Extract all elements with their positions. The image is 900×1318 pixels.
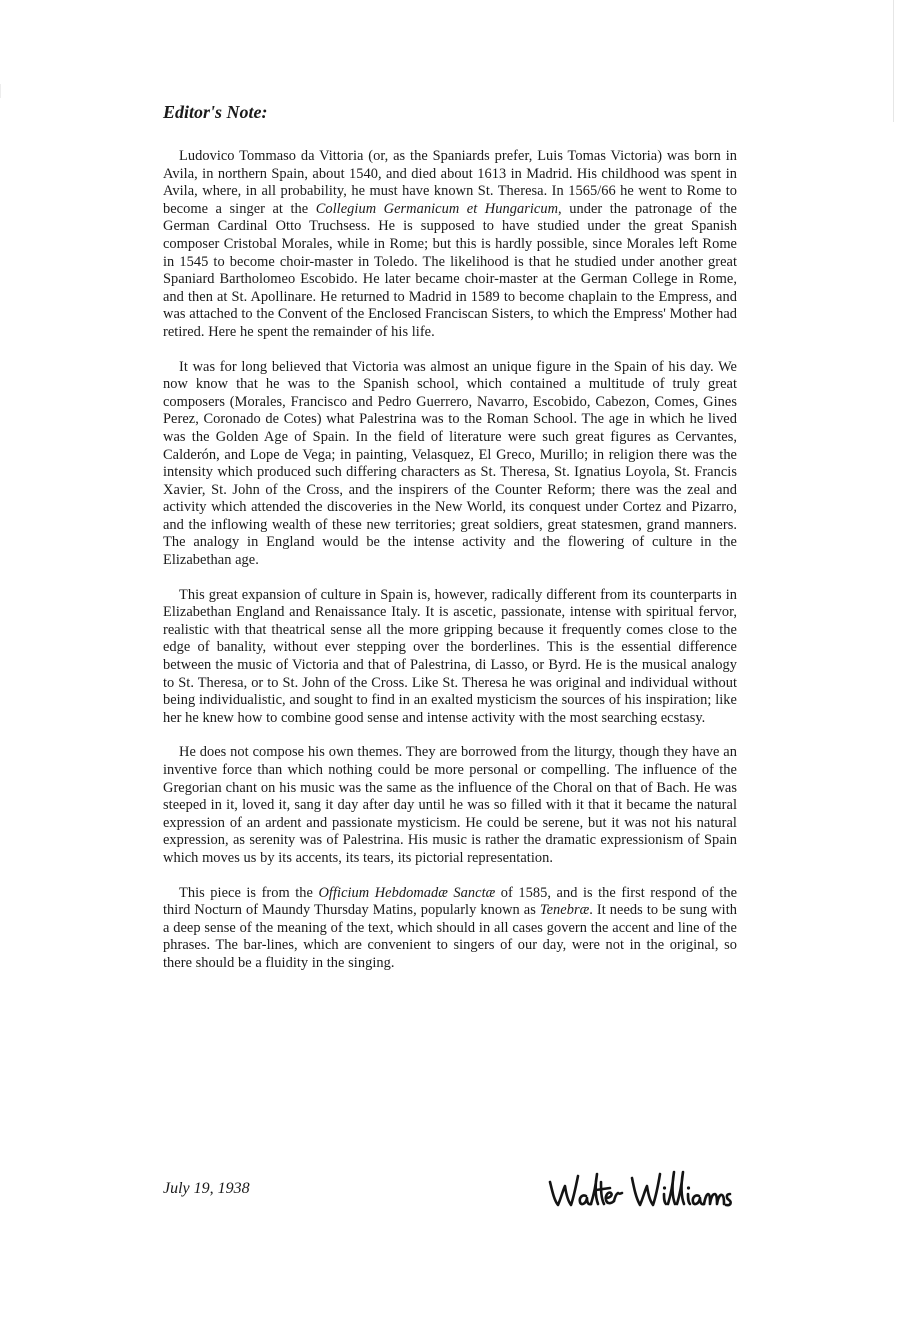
italic-title-text: Tenebræ — [539, 902, 590, 919]
paragraph-text: This great expansion of culture in Spain is, however, radically different from its counterparts in Elizabethan England and Renaissance Italy. It is ascetic, passionate, intense with spiritual fervor, realistic with that theatrical sense all the more gripping because it frequently comes close to the edge of banality, without ever stepping over the borderlines. This is the essential difference between the music of Victoria and that of Palestrina, di Lasso, or Byrd. He is the musical analogy to St. Theresa, or to St. John of the Cross. Like St. Theresa he was original and individual without being individualistic, and sought to find in an exalted mysticism the sources of his inspiration; like her he knew how to combine good sense and intense activity with the most searching ecstasy. — [163, 586, 737, 726]
paragraph-text: Ludovico Tommaso da Vittoria (or, as the Spaniards prefer, Luis Tomas Victoria) was born in Avila, in northern Spain, about 1540, and died about 1613 in Madrid. His childhood was spent in Avila, where, in all probability, he must have known St. Theresa. In 1565/66 he went to Rome to become a singer at the — [163, 148, 737, 217]
paragraph-text: , under the patronage of the German Cardinal Otto Truchsess. He is supposed to have studied under the great Spanish composer Cristobal Morales, while in Rome; but this is hardly possible, since Morales left Rome in 1545 to become choir-master in Toledo. The likelihood is that he studied under another great Spaniard Bartholomeo Escobido. He later became choir-master at the German College in Rome, and then at St. Apollinare. He returned to Madrid in 1589 to become chaplain to the Empress, and was attached to the Convent of the Enclosed Franciscan Sisters, to which the Empress' Mother had retired. Here he spent the remainder of his life. — [163, 200, 737, 340]
paragraph — [163, 744, 737, 867]
italic-title-text: Officium Hebdomadæ Sanctæ — [318, 884, 496, 901]
paragraph-text: This piece is from the — [179, 884, 319, 901]
paragraph-text: It was for long believed that Victoria was almost an unique figure in the Spain of his day. We now know that he was to the Spanish school, which contained a multitude of truly great composers (Morales, Francisco and Pedro Guerrero, Navarro, Escobido, Cabezon, Comes, Gines Perez, Coronado de Cotes) what Palestrina was to the Roman School. The age in which he lived was the Golden Age of Spain. In the field of literature were such great figures as Cervantes, Calderón, and Lope de Vega; in painting, Velasquez, El Greco, Murillo; in religion there was the intensity which produced such differing characters as St. Theresa, St. Ignatius Loyola, St. Francis Xavier, St. John of the Cross, and the inspirers of the Counter Reform; there was the zeal and activity which attended the discoveries in the New World, its conquest under Cortez and Pizarro, and the inflowing wealth of these new territories; great soldiers, great statesmen, grand manners. The analogy in England would be the intense activity and the flowering of culture in the Elizabethan age. — [163, 358, 737, 569]
paragraph — [163, 359, 737, 570]
editors-note-body — [163, 148, 737, 990]
scan-edge-mark — [893, 0, 894, 122]
signature-walter-williams — [546, 1160, 736, 1220]
paragraph-text: He does not compose his own themes. They are borrowed from the liturgy, though they have an inventive force than which nothing could be more personal or compelling. The influence of the Gregorian chant on his music was the same as the influence of the Choral on that of Bach. He was steeped in it, loved it, sang it day after day until he was so filled with it that it became the natural expression of an ardent and passionate mysticism. He could be serene, but it was not his natural expression, as serenity was of Palestrina. His music is rather the dramatic expressionism of Spain which moves us by its accents, its tears, its pictorial representation. — [163, 744, 737, 866]
date-line: July 19, 1938 — [163, 1180, 250, 1197]
editors-note-heading: Editor's Note: — [163, 102, 268, 122]
italic-title-text: Collegium Germanicum et Hungaricum — [315, 200, 559, 217]
scan-edge-mark-left — [0, 84, 1, 98]
paragraph — [163, 885, 737, 973]
paragraph-text: . It needs to be sung with a deep sense of the meaning of the text, which should in all cases govern the accent and line of the phrases. The bar-lines, which are convenient to singers of our day, were not in the original, so there should be a fluidity in the singing. — [163, 902, 737, 971]
paragraph — [163, 148, 737, 342]
paragraph-text: of 1585, and is the first respond of the third Nocturn of Maundy Thursday Matins, popularly known as — [163, 884, 738, 919]
paragraph — [163, 587, 737, 728]
